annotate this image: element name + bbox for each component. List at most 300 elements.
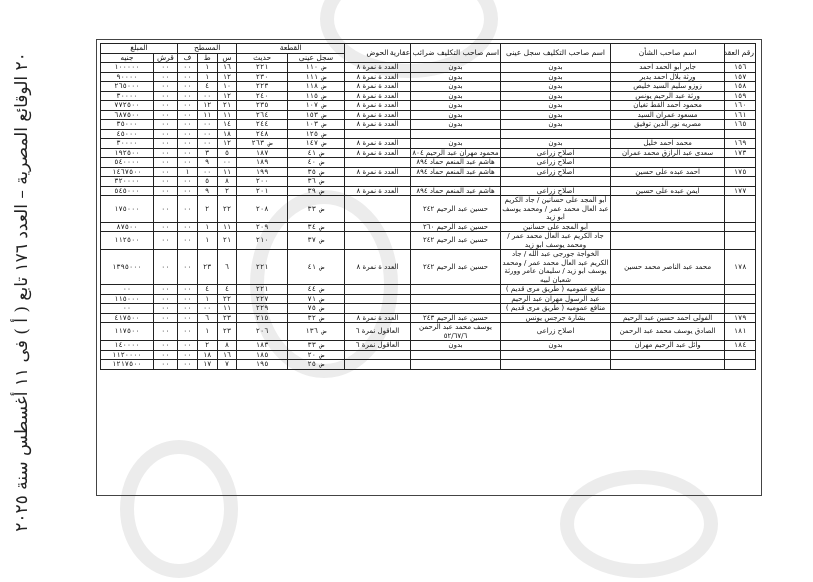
cell-area-s: ١٤ xyxy=(217,120,237,130)
cell-amount-g: ١٩٢٥٠٠ xyxy=(101,148,154,158)
table-row xyxy=(101,250,756,285)
page-header: ٢٠ الوقائع المصرية – العدد ١٧٦ تابع ( أ ) فى ١١ أغسطس سنة ٢٠٢٥ xyxy=(12,52,33,532)
cell-amount-q: ٠٠ xyxy=(153,101,177,111)
cell-amount-q: ٠٠ xyxy=(153,148,177,158)
cell-owner xyxy=(610,232,724,250)
cell-parcel-old: ١٩٩ xyxy=(237,167,288,177)
cell-parcel-record: ض ١١٥ xyxy=(287,91,344,101)
cell-tax-owner: اصلاح زراعى xyxy=(501,186,611,196)
cell-area-f: ٠٠ xyxy=(177,222,197,232)
table-row xyxy=(101,304,756,314)
cell-amount-q: ٠٠ xyxy=(153,72,177,82)
cell-parcel-record: ض ١٥٣ xyxy=(287,110,344,120)
cell-basin: العدد ة نمرة ٨ xyxy=(345,82,411,92)
cell-contract-no: ١٥٨ xyxy=(725,82,756,92)
cell-parcel-old: ٢٣٠ xyxy=(237,72,288,82)
cell-parcel-record: ض ٤١ xyxy=(287,250,344,285)
cell-amount-g: ٧٧٢٥٠٠ xyxy=(101,101,154,111)
cell-basin xyxy=(345,196,411,223)
table-row xyxy=(101,350,756,360)
cell-amount-q: ٠٠ xyxy=(153,177,177,187)
cell-tax-record: حسين عبد الرحيم ٢٤٢ xyxy=(410,232,500,250)
table-row xyxy=(101,196,756,223)
col-amount: المبلغ xyxy=(101,44,178,54)
cell-tax-owner: بدون xyxy=(501,110,611,120)
cell-area-f: ١ xyxy=(177,167,197,177)
cell-amount-g: ٤١٧٥٠٠ xyxy=(101,313,154,323)
cell-parcel-old: ١٨٩ xyxy=(237,158,288,168)
cell-amount-g: ١٣٩٥٠٠٠ xyxy=(101,250,154,285)
cell-area-f: ٠٠ xyxy=(177,72,197,82)
cell-owner xyxy=(610,360,724,370)
cell-contract-no xyxy=(725,294,756,304)
cell-owner xyxy=(610,129,724,139)
cell-area-t: ١٢ xyxy=(197,101,217,111)
cell-basin: العدد ة نمرة ٨ xyxy=(345,167,411,177)
cell-parcel-record: ض ١١٠ xyxy=(287,63,344,73)
cell-area-t: ٦ xyxy=(197,313,217,323)
cell-amount-q: ٠٠ xyxy=(153,350,177,360)
cell-area-f: ٠٠ xyxy=(177,186,197,196)
cell-contract-no: ١٧٧ xyxy=(725,186,756,196)
cell-parcel-old: ٢١٠ xyxy=(237,232,288,250)
cell-area-t: ١ xyxy=(197,323,217,341)
cell-amount-g: ١١٢٥٠٠ xyxy=(101,232,154,250)
cell-parcel-old: ٢١٥ xyxy=(237,313,288,323)
cell-parcel-old: ١٨٣ xyxy=(237,341,288,351)
cell-contract-no xyxy=(725,158,756,168)
cell-amount-q: ٠٠ xyxy=(153,294,177,304)
table-row xyxy=(101,186,756,196)
cell-tax-record: بدون xyxy=(410,101,500,111)
cell-area-t: ٠٠ xyxy=(197,139,217,149)
cell-contract-no: ١٥٩ xyxy=(725,91,756,101)
cell-amount-g: ١١٢٠٠٠٠ xyxy=(101,350,154,360)
cell-parcel-record: ض ١٢٥ xyxy=(287,129,344,139)
cell-owner xyxy=(610,285,724,295)
col-area-f: ف xyxy=(177,53,197,63)
cell-tax-record: بدون xyxy=(410,82,500,92)
cell-tax-owner: بدون xyxy=(501,91,611,101)
cell-basin: العدد ة نمرة ٨ xyxy=(345,110,411,120)
cell-parcel-record: ض ١٤٧ xyxy=(287,139,344,149)
cell-area-s: ٨ xyxy=(217,341,237,351)
cell-area-f: ٠٠ xyxy=(177,101,197,111)
col-parcel-record: سجل عينى xyxy=(287,53,344,63)
cell-area-s: ٠٠ xyxy=(217,158,237,168)
cell-area-f: ٠٠ xyxy=(177,350,197,360)
cell-contract-no xyxy=(725,304,756,314)
cell-area-t: ٥ xyxy=(197,177,217,187)
cell-amount-g: ١٤٦٧٥٠٠ xyxy=(101,167,154,177)
cell-amount-g: ١٢١٧٥٠٠ xyxy=(101,360,154,370)
header-row-1 xyxy=(101,44,756,54)
cell-owner xyxy=(610,294,724,304)
cell-parcel-record: ض ٣٥ xyxy=(287,167,344,177)
table-row xyxy=(101,158,756,168)
cell-parcel-record: ض ١١١ xyxy=(287,72,344,82)
cell-tax-owner: اصلاح زراعى xyxy=(501,323,611,341)
cell-contract-no xyxy=(725,177,756,187)
cell-amount-g: ١٤٠٠٠٠ xyxy=(101,341,154,351)
table-row xyxy=(101,294,756,304)
cell-area-f: ٠٠ xyxy=(177,341,197,351)
cell-parcel-old: ١٨٥ xyxy=(237,350,288,360)
cell-area-f: ٠٠ xyxy=(177,148,197,158)
cell-area-f: ٠٠ xyxy=(177,304,197,314)
cell-tax-owner: الخواجة جورجى عبد الله / جاد الكريم عبد العال محمد عمر / ومحمد يوسف ابو زيد / سليمان عامر وورثة شعبان لبيه xyxy=(502,250,609,284)
cell-parcel-old: ٢٢٧ xyxy=(237,294,288,304)
cell-amount-g: ٣٥٠٠٠ xyxy=(101,120,154,130)
cell-area-s: ٤ xyxy=(217,285,237,295)
cell-basin: العدد ة نمرة ٨ xyxy=(345,186,411,196)
cell-area-s: ٢٢ xyxy=(217,196,237,223)
cell-contract-no: ١٥٧ xyxy=(725,72,756,82)
cell-parcel-old: ٢٢٣ xyxy=(237,82,288,92)
cell-basin xyxy=(345,360,411,370)
cell-area-s: ١٢ xyxy=(217,139,237,149)
cell-owner: ايمن عبده على حسين xyxy=(610,186,724,196)
cell-basin xyxy=(345,304,411,314)
cell-amount-q: ٠٠ xyxy=(153,222,177,232)
cell-contract-no: ١٨٤ xyxy=(725,341,756,351)
cell-area-t: ٠٠ xyxy=(197,91,217,101)
cell-owner: مسعود عمران السيد xyxy=(610,110,724,120)
cell-tax-owner: أبو المجد على حسانين / جاد الكريم عبد العال محمد عمر / ومحمد يوسف ابو زيد xyxy=(502,196,609,221)
cell-basin: العدد ة نمرة ٨ xyxy=(345,101,411,111)
cell-area-t: ١ xyxy=(197,72,217,82)
cell-amount-g: ٣٢٠٠٠٠ xyxy=(101,177,154,187)
cell-area-f: ٠٠ xyxy=(177,91,197,101)
col-area-t: ط xyxy=(197,53,217,63)
cell-amount-q: ٠٠ xyxy=(153,360,177,370)
cell-area-s: ١٦ xyxy=(217,63,237,73)
cell-contract-no xyxy=(725,360,756,370)
table-row xyxy=(101,110,756,120)
cell-owner: مصريه نور الدين توفيق xyxy=(610,120,724,130)
cell-parcel-old: ٢٤٠ xyxy=(237,91,288,101)
cell-area-f: ٠٠ xyxy=(177,196,197,223)
cell-basin xyxy=(345,129,411,139)
cell-amount-q: ٠٠ xyxy=(153,129,177,139)
cell-tax-owner: بشارة جرجس يونس xyxy=(501,313,611,323)
cell-tax-owner: بدون xyxy=(501,101,611,111)
cell-owner: جابر أبو الحمد احمد xyxy=(610,63,724,73)
col-area-s: س xyxy=(217,53,237,63)
cell-basin xyxy=(345,285,411,295)
col-parcel-old: حديث xyxy=(237,53,288,63)
table-row xyxy=(101,63,756,73)
cell-area-s: ١١ xyxy=(217,167,237,177)
table-row xyxy=(101,323,756,341)
cell-basin: العدد ة نمرة ٨ xyxy=(345,120,411,130)
cell-owner: محمد عبد الناصر محمد حسين xyxy=(610,250,724,285)
cell-tax-owner: بدون xyxy=(501,72,611,82)
cell-tax-owner: بدون xyxy=(501,63,611,73)
cell-basin: العاقول نمرة ٦ xyxy=(345,341,411,351)
cell-parcel-old: ٢٢٩ xyxy=(237,304,288,314)
cell-amount-q: ٠٠ xyxy=(153,82,177,92)
cell-tax-record: بدون xyxy=(410,63,500,73)
cell-parcel-record: ض ٢٠ xyxy=(287,350,344,360)
table-row xyxy=(101,72,756,82)
cell-amount-q: ٠٠ xyxy=(153,250,177,285)
table-row xyxy=(101,285,756,295)
cell-contract-no: ١٧٣ xyxy=(725,148,756,158)
table-row xyxy=(101,232,756,250)
cell-parcel-record: ض ١٣٦ xyxy=(287,323,344,341)
cell-parcel-record: ض ٣٧ xyxy=(287,232,344,250)
cell-area-s: ٢٣ xyxy=(217,323,237,341)
expropriation-table xyxy=(100,43,756,370)
cell-parcel-record: ض ١١٨ xyxy=(287,82,344,92)
cell-area-s: ٢ xyxy=(217,186,237,196)
cell-area-t: ١ xyxy=(197,63,217,73)
cell-contract-no: ١٧٥ xyxy=(725,167,756,177)
cell-tax-record: هاشم عبد المنعم حماد ٨٩٤ xyxy=(410,158,500,168)
col-basin: الحوض xyxy=(345,44,411,63)
cell-area-t: ٩ xyxy=(197,158,217,168)
cell-contract-no xyxy=(725,222,756,232)
cell-tax-owner xyxy=(501,360,611,370)
cell-tax-owner: اصلاح زراعى xyxy=(501,158,611,168)
cell-area-t: ٤ xyxy=(197,285,217,295)
cell-area-s: ١٠ xyxy=(217,82,237,92)
cell-basin: العاقول نمرة ٦ xyxy=(345,323,411,341)
cell-owner: الصادق يوسف محمد عبد الرحمن xyxy=(610,323,724,341)
cell-amount-g: ٥٤٠٠٠٠ xyxy=(101,158,154,168)
cell-area-s: ١٨ xyxy=(217,129,237,139)
cell-parcel-old: ٢٠٨ xyxy=(237,196,288,223)
cell-parcel-old: ٢٤٤ xyxy=(237,120,288,130)
cell-basin: العدد ة نمرة ٨ xyxy=(345,313,411,323)
cell-tax-record: بدون xyxy=(410,139,500,149)
cell-area-t: ٠٠ xyxy=(197,167,217,177)
cell-basin: العدد ة نمرة ٨ xyxy=(345,63,411,73)
cell-amount-q: ٠٠ xyxy=(153,186,177,196)
cell-tax-owner: بدون xyxy=(501,341,611,351)
cell-parcel-old: ٢٢١ xyxy=(237,63,288,73)
cell-parcel-record: ض ٤١ xyxy=(287,148,344,158)
cell-amount-g: ١١٥٠٠٠ xyxy=(101,294,154,304)
cell-basin: العدد ة نمرة ٨ xyxy=(345,139,411,149)
cell-area-t: ٢ xyxy=(197,341,217,351)
cell-amount-g: ٦٨٧٥٠٠ xyxy=(101,110,154,120)
table-row xyxy=(101,148,756,158)
table-row xyxy=(101,139,756,149)
cell-tax-owner: أبو المجد على حسانين xyxy=(501,222,611,232)
cell-area-t: ١ xyxy=(197,222,217,232)
cell-amount-g: ٩٠٠٠٠ xyxy=(101,72,154,82)
cell-tax-record xyxy=(410,360,500,370)
cell-amount-q: ٠٠ xyxy=(153,110,177,120)
cell-amount-q: ٠٠ xyxy=(153,285,177,295)
cell-contract-no xyxy=(725,129,756,139)
cell-area-t: ٠٠ xyxy=(197,129,217,139)
cell-area-t: ٩ xyxy=(197,186,217,196)
cell-tax-owner: جاد الكريم عبد العال محمد عمر / ومحمد يوسف ابو زيد xyxy=(501,232,611,250)
cell-tax-record: بدون xyxy=(410,110,500,120)
col-contract-no: رقم العقد xyxy=(725,44,756,63)
table-row xyxy=(101,101,756,111)
cell-area-f: ٠٠ xyxy=(177,232,197,250)
cell-parcel-record: ض ٣٩ xyxy=(287,186,344,196)
table-row xyxy=(101,120,756,130)
cell-area-s: ١٢ xyxy=(217,91,237,101)
cell-parcel-record: ض ١٠٣ xyxy=(287,120,344,130)
table-row xyxy=(101,222,756,232)
cell-area-f: ٠٠ xyxy=(177,129,197,139)
cell-area-t: ٣ xyxy=(197,148,217,158)
cell-parcel-old: ٢٢١ xyxy=(237,285,288,295)
cell-tax-owner xyxy=(501,350,611,360)
cell-contract-no: ١٦٠ xyxy=(725,101,756,111)
cell-area-s: ٥ xyxy=(217,148,237,158)
cell-area-f: ٠٠ xyxy=(177,285,197,295)
cell-contract-no xyxy=(725,350,756,360)
cell-owner xyxy=(610,177,724,187)
cell-area-f: ٠٠ xyxy=(177,158,197,168)
table-row xyxy=(101,91,756,101)
cell-area-f: ٠٠ xyxy=(177,323,197,341)
cell-tax-record: يوسف محمد عبد الرحمن ٥٢/٦٧/٦ xyxy=(410,323,500,341)
cell-area-s: ٦ xyxy=(217,250,237,285)
cell-tax-record: حسين عبد الرحيم ٢٤٢ xyxy=(410,250,500,285)
cell-basin xyxy=(345,294,411,304)
cell-contract-no xyxy=(725,285,756,295)
cell-tax-record: محمود مهران عبد الرحيم ٨٠٤ xyxy=(412,148,499,157)
cell-owner xyxy=(610,196,724,223)
cell-basin xyxy=(345,350,411,360)
cell-basin xyxy=(345,158,411,168)
cell-area-f: ٠٠ xyxy=(177,177,197,187)
table-row xyxy=(101,313,756,323)
cell-amount-q: ٠٠ xyxy=(153,139,177,149)
cell-parcel-record: ض ٢٥ xyxy=(287,360,344,370)
cell-contract-no: ١٦٩ xyxy=(725,139,756,149)
cell-area-f: ٠٠ xyxy=(177,250,197,285)
cell-parcel-record: ض ٣٤ xyxy=(287,222,344,232)
cell-basin xyxy=(345,232,411,250)
cell-owner: الفولى احمد حسين عبد الرحيم xyxy=(610,313,724,323)
cell-parcel-old: ٢٠٠ xyxy=(237,177,288,187)
cell-tax-owner: عبد الرسول مهران عبد الرحيم xyxy=(501,294,611,304)
cell-amount-q: ٠٠ xyxy=(153,91,177,101)
cell-amount-g: ٣٠٠٠٠ xyxy=(101,139,154,149)
cell-amount-g: ٥٤٥٠٠٠ xyxy=(101,186,154,196)
cell-contract-no: ١٨١ xyxy=(725,323,756,341)
cell-basin: العدد ة نمرة ٨ xyxy=(345,148,411,158)
cell-basin: العدد ة نمرة ٨ xyxy=(345,72,411,82)
cell-area-s: ٢١ xyxy=(217,232,237,250)
cell-owner: زوزو سليم السيد خليص xyxy=(610,82,724,92)
col-parcel: القطعة xyxy=(237,44,345,54)
cell-tax-owner xyxy=(501,129,611,139)
table-row xyxy=(101,129,756,139)
cell-parcel-record: ض ٧١ xyxy=(287,294,344,304)
cell-amount-q: ٠٠ xyxy=(153,304,177,314)
cell-parcel-old: ٢٠٩ xyxy=(237,222,288,232)
cell-area-t: ٢ xyxy=(197,196,217,223)
cell-amount-g: ٠٠ xyxy=(101,304,154,314)
table-row xyxy=(101,82,756,92)
cell-tax-record: هاشم عبد المنعم حماد ٨٩٤ xyxy=(410,167,500,177)
cell-area-f: ٠٠ xyxy=(177,120,197,130)
cell-amount-q: ٠٠ xyxy=(153,323,177,341)
cell-parcel-record: ض ٤٠ xyxy=(287,158,344,168)
cell-amount-g: ٣٠٠٠٠ xyxy=(101,91,154,101)
cell-amount-g: ٢٦٥٠٠٠ xyxy=(101,82,154,92)
cell-tax-owner: منافع عموميه ( طريق مرى قديم ) xyxy=(501,304,611,314)
cell-basin: العدد ة نمرة ٨ xyxy=(345,91,411,101)
col-tax-owner: اسم صاحب التكليف سجل عينى xyxy=(501,44,611,63)
cell-area-s: ٢٣ xyxy=(217,313,237,323)
cell-tax-record: حسين عبد الرحيم ٢٤٣ xyxy=(410,313,500,323)
cell-amount-g: ١١٧٥٠٠ xyxy=(101,323,154,341)
cell-owner xyxy=(610,158,724,168)
cell-area-f: ٠٠ xyxy=(177,294,197,304)
table-row xyxy=(101,167,756,177)
cell-contract-no: ١٧٩ xyxy=(725,313,756,323)
cell-amount-q: ٠٠ xyxy=(153,158,177,168)
cell-area-s: ١١ xyxy=(217,304,237,314)
cell-parcel-record: ض ٤٤ xyxy=(287,285,344,295)
cell-contract-no: ١٦٥ xyxy=(725,120,756,130)
cell-area-t: ٤ xyxy=(197,82,217,92)
cell-parcel-record: ض ٣٦ xyxy=(287,177,344,187)
cell-tax-record xyxy=(410,285,500,295)
cell-owner: احمد عبده على حسين xyxy=(610,167,724,177)
cell-area-s: ١٦ xyxy=(217,350,237,360)
cell-parcel-old: ٢٠٦ xyxy=(237,323,288,341)
cell-basin xyxy=(345,222,411,232)
cell-amount-g: ١٧٥٠٠٠ xyxy=(101,196,154,223)
cell-tax-record xyxy=(410,129,500,139)
cell-basin: العدد ة نمرة ٨ xyxy=(345,250,411,285)
col-owner: اسم صاحب الشأن xyxy=(610,44,724,63)
cell-amount-g: ٤٥٠٠٠ xyxy=(101,129,154,139)
col-tax-record: اسم صاحب التكليف ضرائب عقارية xyxy=(410,44,500,63)
col-amount-q: قرش xyxy=(153,53,177,63)
cell-tax-record: بدون xyxy=(410,72,500,82)
cell-owner xyxy=(610,222,724,232)
cell-area-f: ٠٠ xyxy=(177,139,197,149)
cell-parcel-record: ض ٣٢ xyxy=(287,313,344,323)
cell-parcel-record: ض ١٠٧ xyxy=(287,101,344,111)
cell-parcel-old: ٢٠١ xyxy=(237,186,288,196)
cell-owner xyxy=(610,350,724,360)
cell-tax-record: بدون xyxy=(410,341,500,351)
cell-area-t: ١٧ xyxy=(197,360,217,370)
cell-area-t: ٠٠ xyxy=(197,304,217,314)
cell-contract-no xyxy=(725,196,756,223)
cell-tax-owner: بدون xyxy=(501,120,611,130)
cell-tax-record xyxy=(410,350,500,360)
col-amount-g: جنيه xyxy=(101,53,154,63)
table-row xyxy=(101,177,756,187)
cell-tax-record: بدون xyxy=(410,120,500,130)
cell-tax-record xyxy=(410,177,500,187)
cell-parcel-record: ض ٣٣ xyxy=(287,341,344,351)
cell-parcel-old: ٢٣٥ xyxy=(237,101,288,111)
cell-tax-record xyxy=(410,304,500,314)
cell-area-s: ١١ xyxy=(217,222,237,232)
cell-parcel-old: ١٨٧ xyxy=(237,148,288,158)
cell-area-t: ١ xyxy=(197,232,217,250)
cell-owner: محمود احمد القط تغيان xyxy=(610,101,724,111)
cell-parcel-old: ١٩٥ xyxy=(237,360,288,370)
table-row xyxy=(101,360,756,370)
